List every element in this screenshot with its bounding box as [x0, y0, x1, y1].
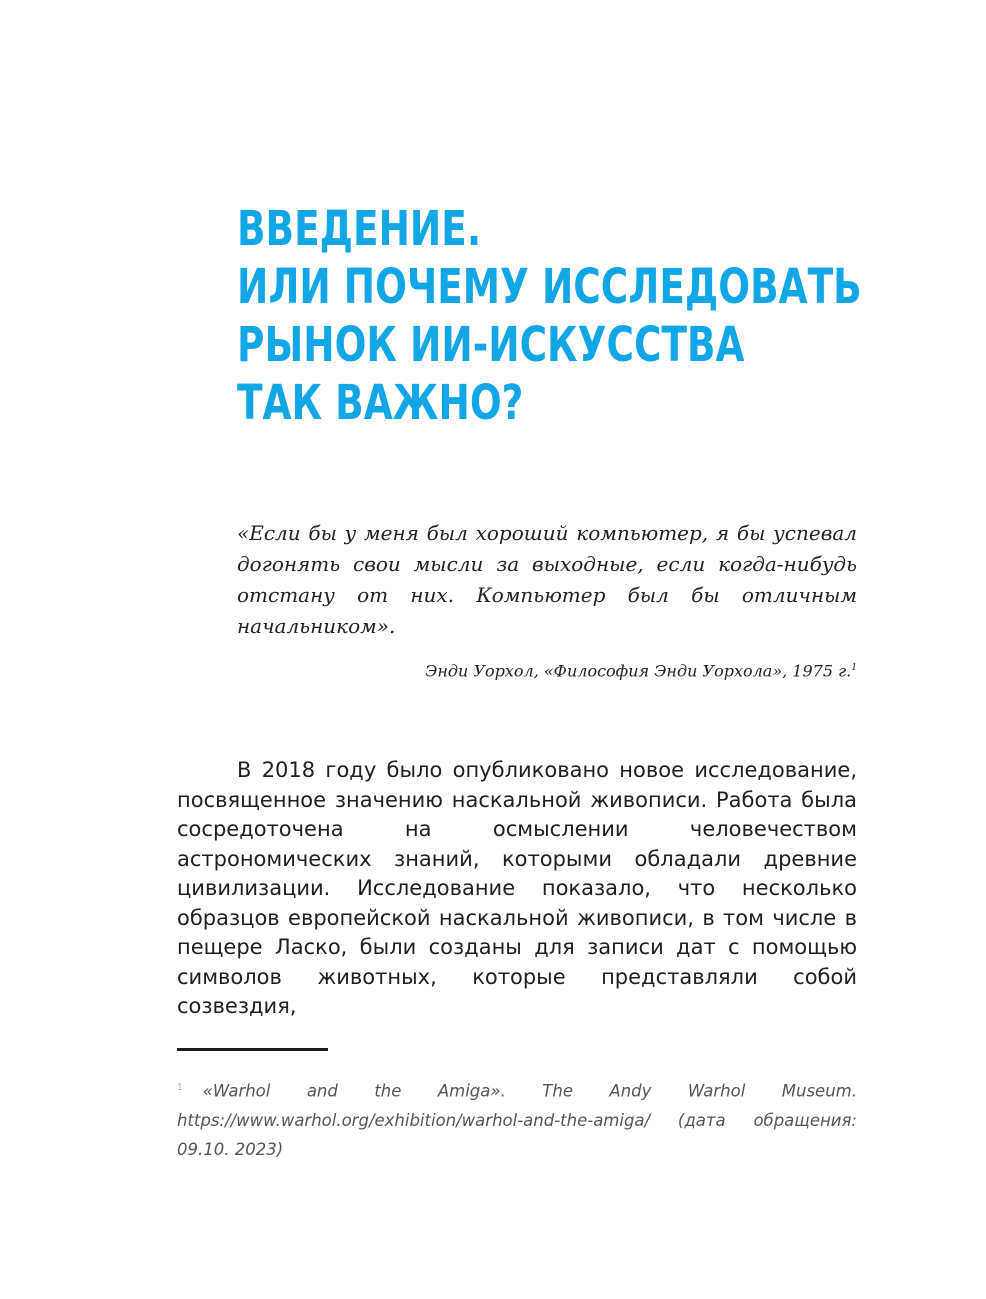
chapter-title-line-1: ВВЕДЕНИЕ. — [237, 201, 482, 257]
chapter-title-line-2: ИЛИ ПОЧЕМУ ИССЛЕДОВАТЬ — [237, 259, 862, 315]
footnote — [177, 1074, 857, 1164]
chapter-title — [237, 200, 862, 432]
footnote-divider — [177, 1048, 328, 1051]
epigraph-quote: «Если бы у меня был хороший компьютер, я бы успевал догонять свои мысли за выходные, если когда-нибудь отстану от них. Компьютер был бы отличным начальником». — [237, 521, 857, 638]
epigraph-source — [425, 656, 857, 683]
chapter-title-line-3: РЫНОК ИИ-ИСКУССТВА — [237, 317, 745, 373]
footnote-reference[interactable]: 1 — [851, 663, 857, 673]
footnote-number: 1 — [177, 1083, 183, 1093]
chapter-title-line-4: ТАК ВАЖНО? — [237, 375, 524, 431]
epigraph-source-text: Энди Уорхол, «Философия Энди Уорхола», 1975 г. — [425, 661, 852, 681]
footnote-text: «Warhol and the Amiga». The Andy Warhol Museum. https://www.warhol.org/exhibition/warhol-and-the-amiga/ (дата обращения: 09.10. 2023) — [177, 1081, 857, 1159]
body-paragraph: В 2018 году было опубликовано новое исследование, посвященное значению наскальной живописи. Работа была сосредоточена на осмыслении человечеством астрономических знаний, которыми обладали древние цивилизации. Исследование показало, что несколько образцов европейской наскальной живописи, в том числе в пещере Ласко, были созданы для записи дат с помощью символов животных, которые представляли собой созвездия, — [177, 758, 857, 1018]
